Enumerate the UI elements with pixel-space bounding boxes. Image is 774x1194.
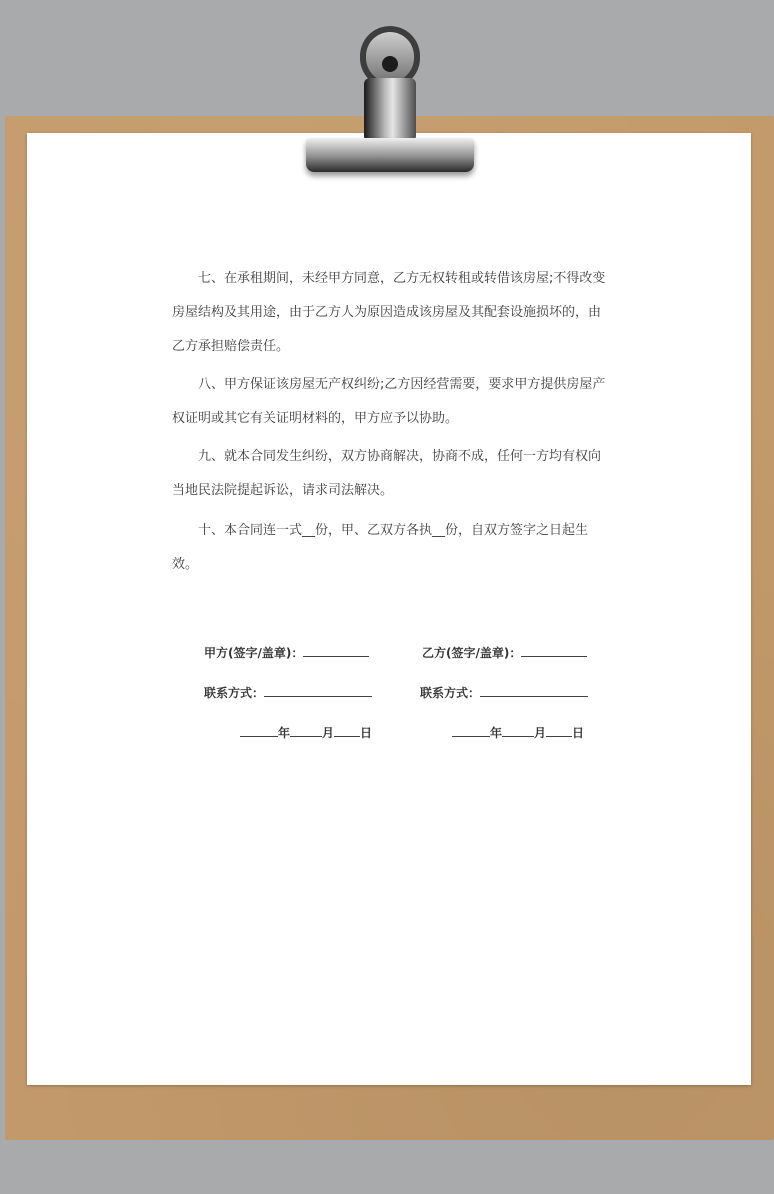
clause-9: 九、就本合同发生纠纷，双方协商解决，协商不成，任何一方均有权向当地民法院提起诉讼，请求司法解决。 bbox=[172, 449, 602, 498]
party-b-signature bbox=[422, 644, 587, 661]
party-a-signature bbox=[204, 644, 369, 661]
party-a-blank bbox=[303, 644, 369, 657]
party-b-label: 乙方(签字/盖章)： bbox=[422, 646, 522, 660]
contact-a-label: 联系方式： bbox=[204, 686, 265, 700]
party-a-label: 甲方(签字/盖章)： bbox=[204, 646, 304, 660]
clause-7: 七、在承租期间，未经甲方同意，乙方无权转租或转借该房屋;不得改变房屋结构及其用途，由于乙方人为原因造成该房屋及其配套设施损坏的，由乙方承担赔偿责任。 bbox=[172, 271, 606, 354]
party-b-contact bbox=[420, 684, 588, 701]
contact-a-blank bbox=[264, 684, 372, 697]
party-a-date: 年 月 日 bbox=[240, 724, 372, 741]
clause-10: 十、本合同连一式__份，甲、乙双方各执__份，自双方签字之日起生效。 bbox=[172, 523, 589, 572]
party-b-blank bbox=[521, 644, 587, 657]
party-a-contact bbox=[204, 684, 372, 701]
contact-b-label: 联系方式： bbox=[420, 686, 481, 700]
clause-8: 八、甲方保证该房屋无产权纠纷;乙方因经营需要，要求甲方提供房屋产权证明或其它有关证明材料的，甲方应予以协助。 bbox=[172, 377, 606, 426]
contact-b-blank bbox=[480, 684, 588, 697]
party-b-date: 年 月 日 bbox=[452, 724, 584, 741]
